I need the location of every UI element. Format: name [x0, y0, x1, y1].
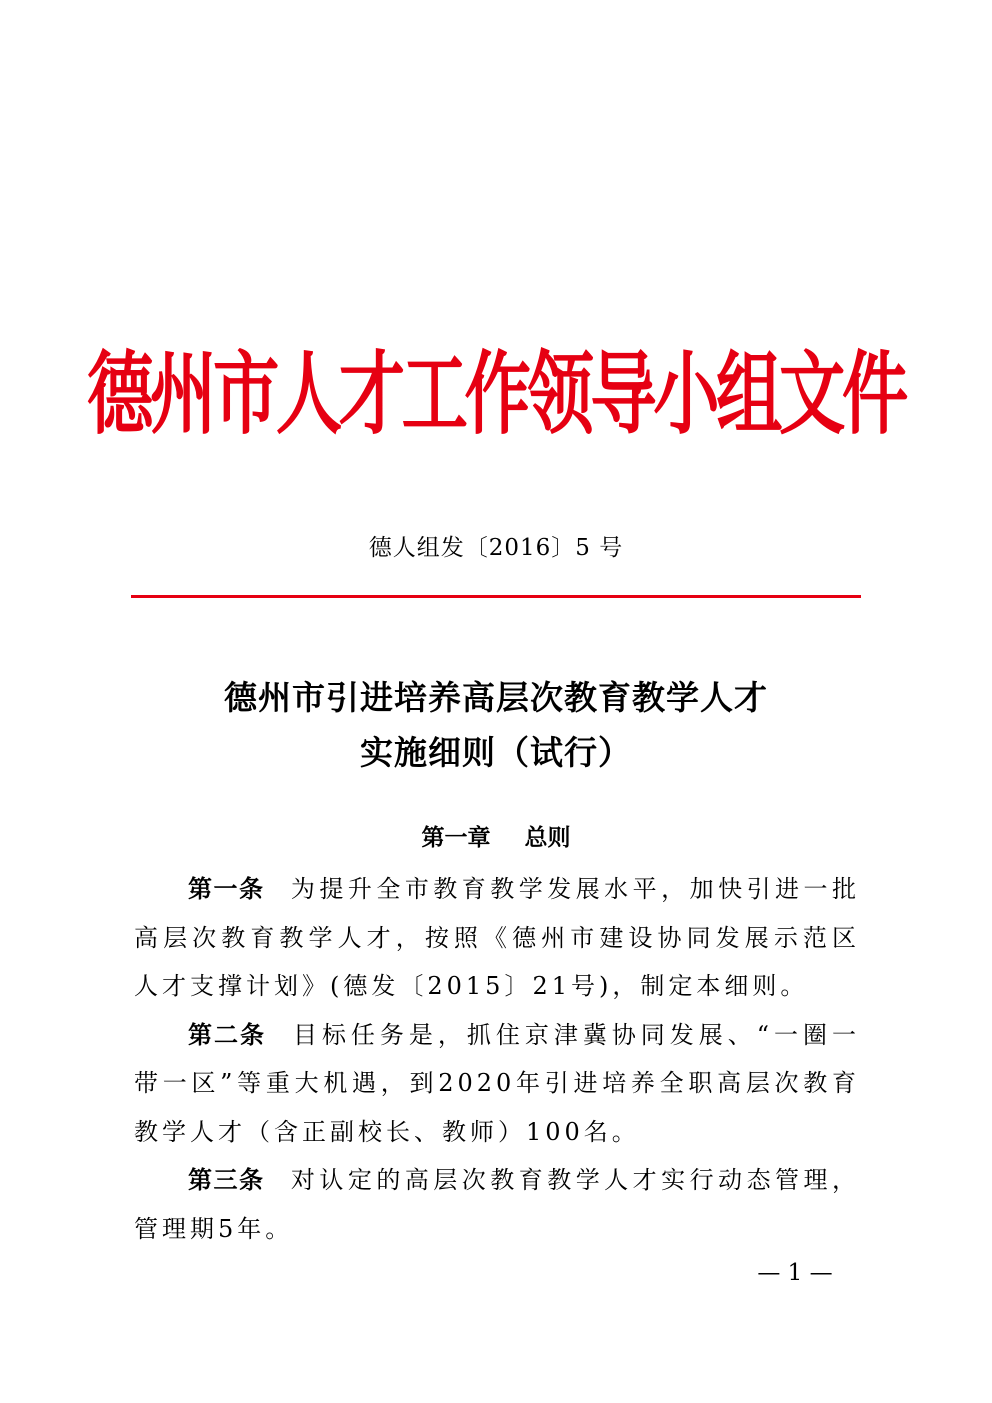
article-label: 第二条: [188, 1020, 266, 1049]
document-body: [134, 865, 860, 1253]
document-title: [0, 670, 992, 780]
masthead-text: 德州市人才工作领导小组文件: [87, 342, 905, 447]
title-line-2: 实施细则（试行）: [360, 733, 632, 772]
article-label: 第三条: [188, 1166, 265, 1194]
title-line-1: 德州市引进培养高层次教育教学人才: [224, 678, 768, 717]
chapter-name: 总则: [524, 825, 571, 851]
article-paragraph: [134, 865, 860, 1011]
article-paragraph: [134, 1011, 860, 1157]
document-masthead: [0, 342, 992, 447]
document-number: 德人组发〔2016〕5 号: [368, 535, 624, 561]
chapter-label: 第一章: [421, 825, 491, 851]
chapter-heading: [0, 818, 992, 858]
article-label: 第一条: [188, 875, 265, 903]
article-text: 对认定的高层次教育教学人才实行动态管理，管理期5年。: [134, 1166, 861, 1243]
red-divider-line: [131, 595, 861, 598]
article-paragraph: [134, 1156, 860, 1253]
page-number: — 1 —: [757, 1260, 833, 1286]
article-text: 目标任务是，抓住京津冀协同发展、“一圈一带一区”等重大机遇，到2020年引进培养全职高层次教育教学人才（含正副校长、教师）100名。: [134, 1020, 860, 1146]
article-text: 为提升全市教育教学发展水平，加快引进一批高层次教育教学人才，按照《德州市建设协同发展示范区人才支撑计划》(德发〔2015〕21号)，制定本细则。: [134, 875, 861, 1000]
